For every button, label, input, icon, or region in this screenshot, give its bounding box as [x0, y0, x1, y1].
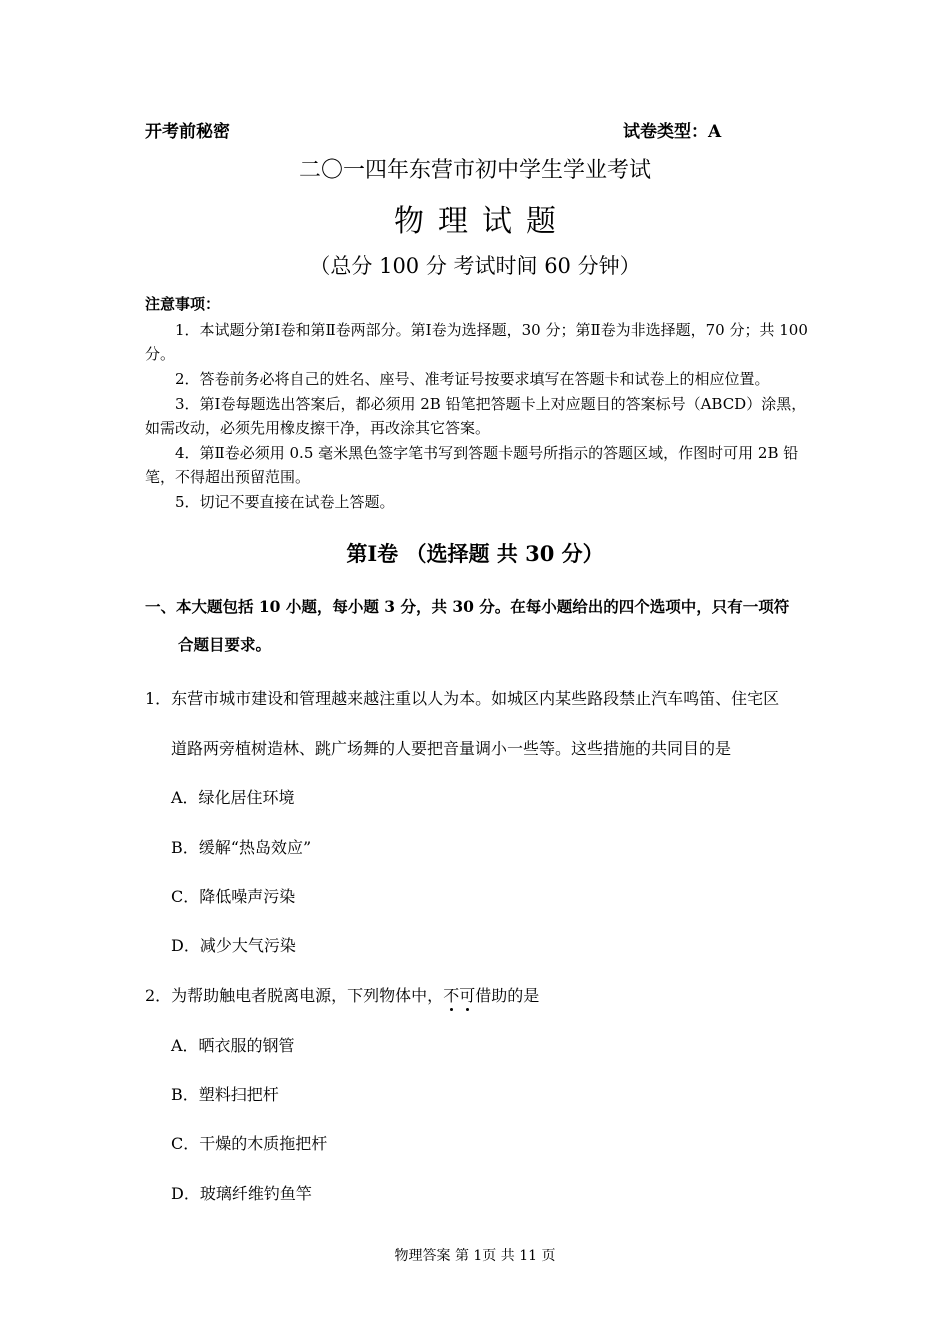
exam-name: 二〇一四年东营市初中学生学业考试 [298, 158, 651, 183]
score-time: （总分 100 分 考试时间 60 分钟） [309, 254, 641, 278]
secret-label: 开考前秘密 [145, 122, 230, 142]
notice-item-1: 1．本试题分第Ⅰ卷和第Ⅱ卷两部分。第Ⅰ卷为选择题，30 分；第Ⅱ卷为非选择题，70 分；共 100 分。 [145, 321, 808, 363]
notice-title: 注意事项： [145, 295, 221, 313]
notice-item-5: 5．切记不要直接在试卷上答题。 [175, 493, 395, 511]
question-2-option-d: D．玻璃纤维钓鱼竿 [171, 1184, 312, 1203]
notice-item-3: 3．第Ⅰ卷每题选出答案后，都必须用 2B 铅笔把答题卡上对应题目的答案标号（ABCD）涂黑，如需改动，必须先用橡皮擦干净，再改涂其它答案。 [145, 395, 807, 437]
question-1-line1: 1．东营市城市建设和管理越来越注重以人为本。如城区内某些路段禁止汽车鸣笛、住宅区 [145, 689, 780, 708]
question-2-option-b: B．塑料扫把杆 [171, 1085, 279, 1104]
question-1-option-b: B．缓解“热岛效应” [171, 838, 312, 857]
question-1-line2: 道路两旁植树造林、跳广场舞的人要把音量调小一些等。这些措施的共同目的是 [171, 739, 732, 758]
question-2-stem-pre: 2．为帮助触电者脱离电源，下列物体中， [145, 986, 444, 1005]
question-1-option-a: A．绿化居住环境 [171, 788, 295, 807]
question-2-emphasis-char-2: 可 [459, 986, 476, 1005]
question-1-option-d: D．减少大气污染 [171, 936, 296, 955]
section-instruction-line2: 合题目要求。 [178, 635, 272, 654]
subject-title: 物理试题 [394, 204, 570, 239]
question-2-stem-post: 借助的是 [475, 986, 540, 1005]
page-footer: 物理答案 第 1页 共 11 页 [394, 1248, 556, 1264]
notice-item-4: 4．第Ⅱ卷必须用 0.5 毫米黑色签字笔书写到答题卡题号所指示的答题区域，作图时可用 2B 铅笔，不得超出预留范围。 [145, 444, 799, 486]
part1-title: 第Ⅰ卷 （选择题 共 30 分） [346, 541, 604, 566]
question-1-option-c: C．降低噪声污染 [171, 887, 296, 906]
question-2-stem [145, 983, 539, 1006]
question-2-emphasis-char-1: 不 [443, 986, 460, 1005]
paper-type: 试卷类型：A [623, 122, 722, 142]
question-2-option-a: A．晒衣服的钢管 [171, 1036, 295, 1055]
question-2-option-c: C．干燥的木质拖把杆 [171, 1134, 328, 1153]
notice-item-2: 2．答卷前务必将自己的姓名、座号、准考证号按要求填写在答题卡和试卷上的相应位置。 [175, 370, 770, 388]
section-instruction-line1: 一、本大题包括 10 小题，每小题 3 分，共 30 分。在每小题给出的四个选项中，只有一项符 [145, 597, 790, 616]
